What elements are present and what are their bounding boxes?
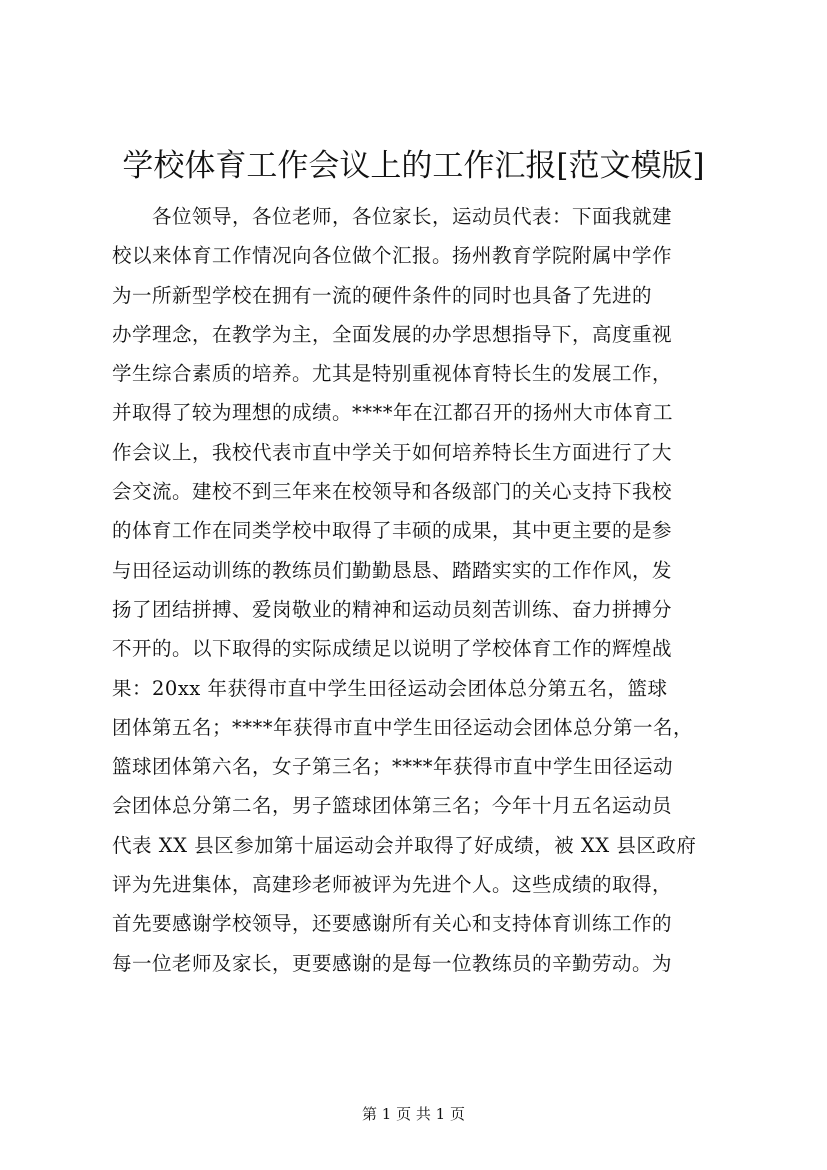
body-line: 校以来体育工作情况向各位做个汇报。扬州教育学院附属中学作 (112, 244, 673, 268)
body-line: 每一位老师及家长，更要感谢的是每一位教练员的辛勤劳动。为 (112, 951, 673, 975)
body-line: 会团体总分第二名，男子篮球团体第三名；今年十月五名运动员 (112, 794, 673, 818)
body-line: 并取得了较为理想的成绩。****年在江都召开的扬州大市体育工 (112, 401, 674, 425)
body-line: 作会议上，我校代表市直中学关于如何培养特长生方面进行了大 (112, 440, 673, 464)
body-line: 果：20xx 年获得市直中学生田径运动会团体总分第五名，篮球 (112, 676, 668, 700)
body-line: 学生综合素质的培养。尤其是特别重视体育特长生的发展工作， (112, 362, 673, 386)
body-line: 首先要感谢学校领导，还要感谢所有关心和支持体育训练工作的 (112, 912, 673, 936)
body-line: 办学理念，在教学为主，全面发展的办学思想指导下，高度重视 (112, 322, 673, 346)
body-line: 为一所新型学校在拥有一流的硬件条件的同时也具备了先进的 (112, 283, 653, 307)
body-line: 各位领导，各位老师，各位家长，运动员代表：下面我就建 (152, 205, 673, 228)
body-line: 评为先进集体，高建珍老师被评为先进个人。这些成绩的取得， (112, 873, 673, 897)
body-line: 扬了团结拼搏、爱岗敬业的精神和运动员刻苦训练、奋力拼搏分 (112, 597, 673, 621)
document-body (112, 197, 742, 983)
document-title: 学校体育工作会议上的工作汇报[范文模版] (122, 148, 705, 184)
body-line: 的体育工作在同类学校中取得了丰硕的成果，其中更主要的是参 (112, 519, 673, 543)
body-line: 团体第五名；****年获得市直中学生田径运动会团体总分第一名， (112, 715, 694, 739)
body-line: 篮球团体第六名，女子第三名；****年获得市直中学生田径运动 (112, 755, 674, 779)
body-line: 与田径运动训练的教练员们勤勤恳恳、踏踏实实的工作作风，发 (112, 558, 673, 582)
body-line: 不开的。以下取得的实际成绩足以说明了学校体育工作的辉煌战 (112, 637, 673, 661)
body-line: 会交流。建校不到三年来在校领导和各级部门的关心支持下我校 (112, 480, 673, 504)
page-footer: 第 1 页 共 1 页 (362, 1105, 465, 1123)
body-line: 代表 XX 县区参加第十届运动会并取得了好成绩，被 XX 县区政府 (112, 833, 697, 857)
